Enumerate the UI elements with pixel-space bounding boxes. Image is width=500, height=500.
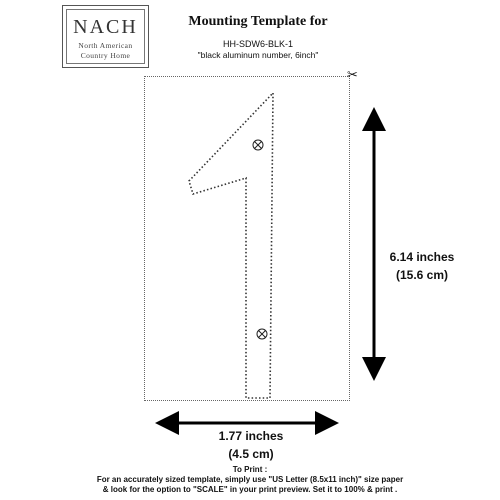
screw-hole-icon	[257, 329, 267, 339]
model-number: HH-SDW6-BLK-1	[222, 39, 293, 49]
logo-name: NACH	[73, 16, 138, 38]
scissors-icon: ✂	[347, 67, 358, 82]
product-description: "black aluminum number, 6inch"	[197, 50, 319, 60]
digit-one-shape	[189, 93, 273, 398]
print-heading: To Print :	[232, 465, 268, 474]
screw-hole-icon	[253, 140, 263, 150]
page-title: Mounting Template for	[188, 14, 328, 29]
logo-subtitle-line1: North American	[78, 41, 133, 50]
print-line2: & look for the option to "SCALE" in your print preview. Set it to 100% & print .	[102, 485, 398, 494]
print-line1: For an accurately sized template, simply use "US Letter (8.5x11 inch)" size paper	[96, 475, 404, 484]
height-inches: 6.14 inches	[389, 250, 455, 264]
logo-subtitle-line2: Country Home	[80, 51, 131, 60]
print-instructions	[0, 465, 500, 495]
digit-one-outline	[189, 93, 274, 398]
width-cm: (4.5 cm)	[228, 447, 274, 461]
width-dimension-label	[201, 427, 301, 463]
height-dimension-label	[382, 248, 462, 284]
height-cm: (15.6 cm)	[395, 268, 449, 282]
width-inches: 1.77 inches	[218, 429, 284, 443]
